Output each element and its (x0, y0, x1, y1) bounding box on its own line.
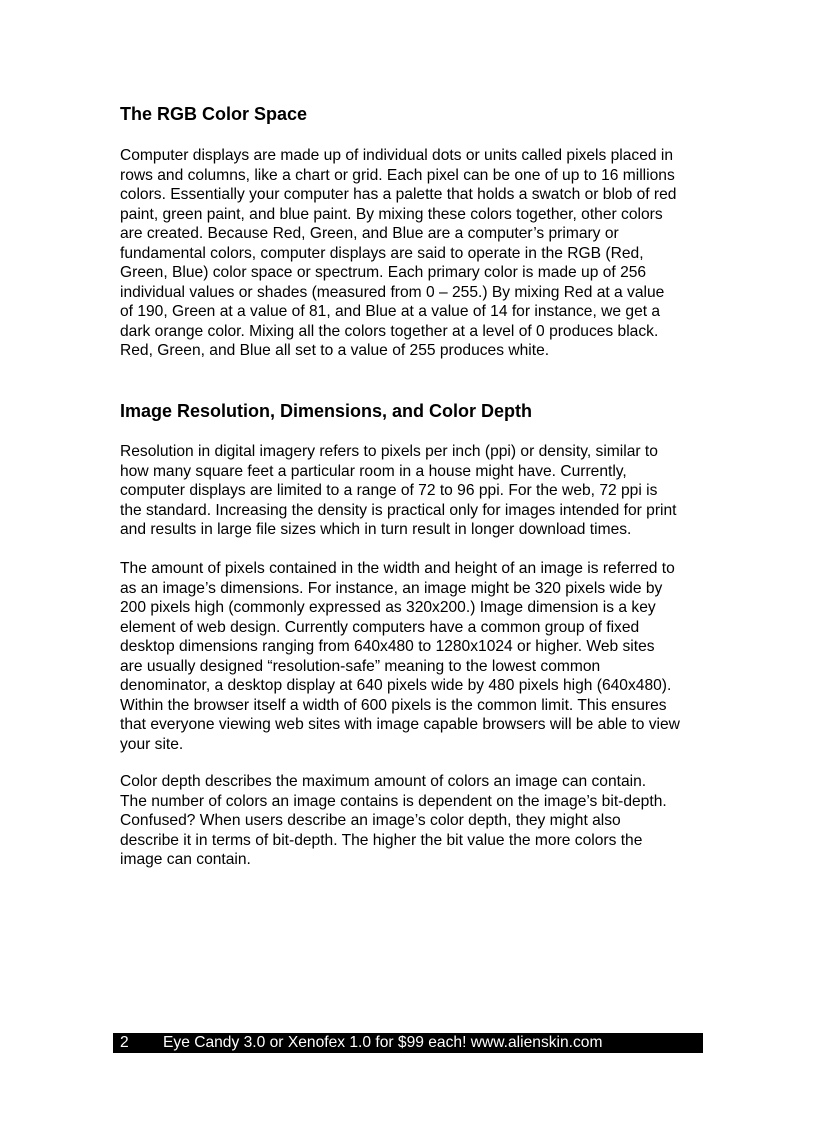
text-line: Color depth describes the maximum amount of colors an image can contain. (120, 773, 647, 790)
paragraph-color-depth (120, 772, 710, 870)
page-number: 2 (120, 1034, 129, 1051)
text-line: image can contain. (120, 851, 251, 868)
text-line: as an image’s dimensions. For instance, an image might be 320 pixels wide by (120, 579, 663, 597)
text-line: the standard. Increasing the density is practical only for images intended for print (120, 501, 677, 519)
text-line: your site. (120, 735, 184, 753)
text-line: are created. Because Red, Green, and Blue are a computer’s primary or (120, 225, 619, 242)
text-line: Confused? When users describe an image’s color depth, they might also (120, 812, 621, 829)
text-line: how many square feet a particular room in a house might have. Currently, (120, 462, 627, 480)
text-line: Resolution in digital imagery refers to pixels per inch (ppi) or density, similar to (120, 443, 658, 460)
text-line: describe it in terms of bit-depth. The higher the bit value the more colors the (120, 831, 643, 849)
text-line: colors. Essentially your computer has a palette that holds a swatch or blob of red (120, 186, 677, 203)
paragraph-dimensions (120, 559, 710, 754)
text-line: dark orange color. Mixing all the colors together at a level of 0 produces black. (120, 322, 659, 340)
text-line: Green, Blue) color space or spectrum. Each primary color is made up of 256 (120, 264, 647, 281)
paragraph-rgb (120, 146, 710, 361)
text-line: Red, Green, and Blue all set to a value of 255 produces white. (120, 342, 550, 359)
text-line: fundamental colors, computer displays are said to operate in the RGB (Red, (120, 244, 644, 262)
text-line: The number of colors an image contains is dependent on the image’s bit-depth. (120, 792, 667, 810)
text-line: Computer displays are made up of individual dots or units called pixels placed in (120, 147, 674, 164)
text-line: are usually designed “resolution-safe” meaning to the lowest common (120, 657, 601, 675)
text-line: The amount of pixels contained in the width and height of an image is referred to (120, 560, 675, 577)
text-line: and results in large file sizes which in turn result in longer download times. (120, 521, 632, 538)
text-line: denominator, a desktop display at 640 pixels wide by 480 pixels high (640x480). (120, 677, 672, 694)
text-line: 200 pixels high (commonly expressed as 320x200.) Image dimension is a key (120, 599, 656, 616)
text-line: paint, green paint, and blue paint. By mixing these colors together, other colors (120, 205, 663, 223)
section-heading-rgb: The RGB Color Space (120, 104, 308, 124)
footer-bar (113, 1033, 703, 1053)
section-heading-resolution: Image Resolution, Dimensions, and Color Depth (120, 401, 533, 421)
footer-advert-text: Eye Candy 3.0 or Xenofex 1.0 for $99 each! www.alienskin.com (163, 1034, 603, 1051)
text-line: rows and columns, like a chart or grid. Each pixel can be one of up to 16 millions (120, 166, 675, 184)
text-line: that everyone viewing web sites with image capable browsers will be able to view (120, 716, 680, 733)
text-line: individual values or shades (measured from 0 – 255.) By mixing Red at a value (120, 283, 665, 301)
text-line: element of web design. Currently computers have a common group of fixed (120, 618, 640, 636)
text-line: desktop dimensions ranging from 640x480 to 1280x1024 or higher. Web sites (120, 638, 655, 655)
text-line: of 190, Green at a value of 81, and Blue at a value of 14 for instance, we get a (120, 303, 661, 320)
text-line: computer displays are limited to a range of 72 to 96 ppi. For the web, 72 ppi is (120, 482, 658, 499)
paragraph-resolution (120, 442, 710, 540)
text-line: Within the browser itself a width of 600 pixels is the common limit. This ensures (120, 696, 667, 714)
